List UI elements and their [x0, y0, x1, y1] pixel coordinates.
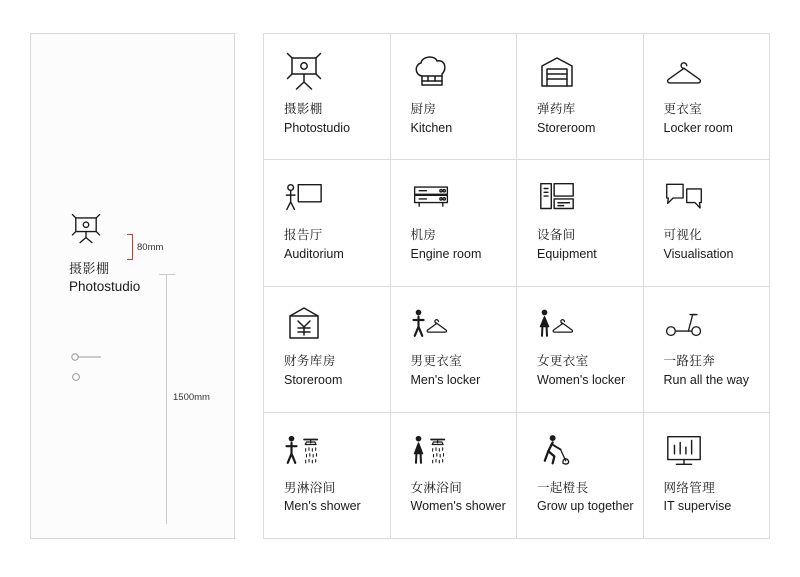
dimension-line — [166, 274, 167, 524]
grid-cell-labels — [411, 100, 453, 138]
label-en: Auditorium — [284, 246, 344, 261]
photostudio-icon — [69, 212, 103, 246]
label-cn: 一路狂奔 — [663, 354, 716, 369]
grid-cell-labels — [537, 479, 634, 517]
grid-cell-labels — [284, 100, 350, 138]
label-cn: 机房 — [410, 228, 437, 242]
monitor-chart-icon — [664, 431, 704, 473]
door-lock-icon — [71, 371, 83, 383]
woman-hanger-icon — [537, 305, 577, 347]
woman-shower-icon — [411, 431, 451, 473]
label-en: Men's shower — [284, 499, 361, 514]
label-en: Storeroom — [537, 120, 596, 135]
label-en: Men's locker — [410, 373, 481, 387]
label-en: Equipment — [537, 246, 597, 261]
man-hanger-icon — [411, 305, 451, 347]
warehouse-icon — [537, 52, 577, 94]
coat-hanger-icon — [664, 52, 704, 94]
label-en: Kitchen — [410, 120, 453, 135]
grid-cell-labels — [664, 226, 734, 264]
label-en: Photostudio — [284, 120, 351, 135]
grid-cell-it-supervise[interactable] — [644, 413, 771, 539]
label-cn: 厨房 — [410, 101, 437, 116]
gardening-icon — [537, 431, 577, 473]
label-en: IT supervise — [663, 499, 732, 514]
dimension-bracket — [127, 234, 133, 260]
grid-cell-labels — [664, 479, 732, 517]
label-cn: 女淋浴间 — [410, 480, 463, 495]
door-sign-label-en: Photostudio — [69, 278, 141, 294]
grid-cell-auditorium[interactable] — [264, 160, 391, 286]
label-cn: 弹药库 — [537, 101, 576, 116]
grid-cell-grow-up-together[interactable] — [517, 413, 644, 539]
label-cn: 女更衣室 — [537, 354, 589, 369]
door-handle-icon — [71, 352, 103, 362]
grid-cell-kitchen[interactable] — [391, 34, 518, 160]
dimension-80mm — [127, 234, 163, 260]
server-rack-icon — [411, 178, 451, 220]
door-mockup-panel — [30, 33, 235, 539]
equipment-icon — [537, 178, 577, 220]
man-shower-icon — [284, 431, 324, 473]
yen-safe-icon — [284, 305, 324, 347]
chef-hat-icon — [411, 52, 451, 94]
grid-cell-labels — [664, 100, 733, 138]
grid-cell-labels — [284, 352, 342, 390]
label-cn: 更衣室 — [663, 101, 703, 116]
label-cn: 一起橙長 — [537, 480, 589, 495]
grid-cell-labels — [411, 226, 482, 264]
grid-cell-labels — [284, 479, 361, 517]
grid-cell-equipment[interactable] — [517, 160, 644, 286]
grid-cell-labels — [411, 479, 506, 517]
grid-cell-locker-room[interactable] — [644, 34, 771, 160]
grid-cell-labels — [537, 100, 595, 138]
dimension-80mm-label: 80mm — [137, 241, 164, 253]
grid-cell-labels — [411, 352, 481, 390]
dimension-1500mm-label: 1500mm — [173, 392, 210, 403]
grid-cell-labels — [664, 352, 749, 390]
grid-cell-finance-storeroom[interactable] — [264, 287, 391, 413]
grid-cell-photostudio[interactable] — [264, 34, 391, 160]
grid-cell-visualisation[interactable] — [644, 160, 771, 286]
label-cn: 男更衣室 — [410, 354, 463, 369]
grid-cell-labels — [284, 226, 344, 264]
label-en: Run all the way — [663, 373, 749, 387]
grid-cell-mens-shower[interactable] — [264, 413, 391, 539]
photostudio-icon — [284, 52, 324, 94]
grid-cell-engine-room[interactable] — [391, 160, 518, 286]
grid-cell-run-all-the-way[interactable] — [644, 287, 771, 413]
speech-bubbles-icon — [664, 178, 704, 220]
dimension-tick — [159, 274, 175, 275]
label-en: Storeroom — [284, 373, 343, 387]
label-en: Locker room — [663, 120, 733, 135]
scooter-icon — [664, 305, 704, 347]
label-en: Engine room — [410, 246, 482, 261]
label-en: Visualisation — [663, 246, 734, 261]
label-cn: 设备间 — [537, 228, 576, 242]
grid-cell-womens-shower[interactable] — [391, 413, 518, 539]
door-sign-label-cn: 摄影棚 — [69, 261, 110, 276]
label-cn: 网络管理 — [663, 480, 716, 495]
label-en: Women's shower — [410, 499, 506, 514]
label-cn: 财务库房 — [284, 354, 336, 369]
grid-cell-labels — [537, 226, 597, 264]
grid-cell-labels — [537, 352, 625, 390]
label-cn: 摄影棚 — [284, 101, 323, 116]
auditorium-icon — [284, 178, 324, 220]
label-en: Grow up together — [537, 499, 634, 514]
label-cn: 可视化 — [663, 228, 703, 242]
pictogram-grid — [263, 33, 770, 539]
grid-cell-womens-locker[interactable] — [517, 287, 644, 413]
grid-cell-mens-locker[interactable] — [391, 287, 518, 413]
label-en: Women's locker — [537, 373, 626, 387]
label-cn: 男淋浴间 — [284, 480, 336, 495]
label-cn: 报告厅 — [284, 228, 323, 242]
grid-cell-storeroom[interactable] — [517, 34, 644, 160]
